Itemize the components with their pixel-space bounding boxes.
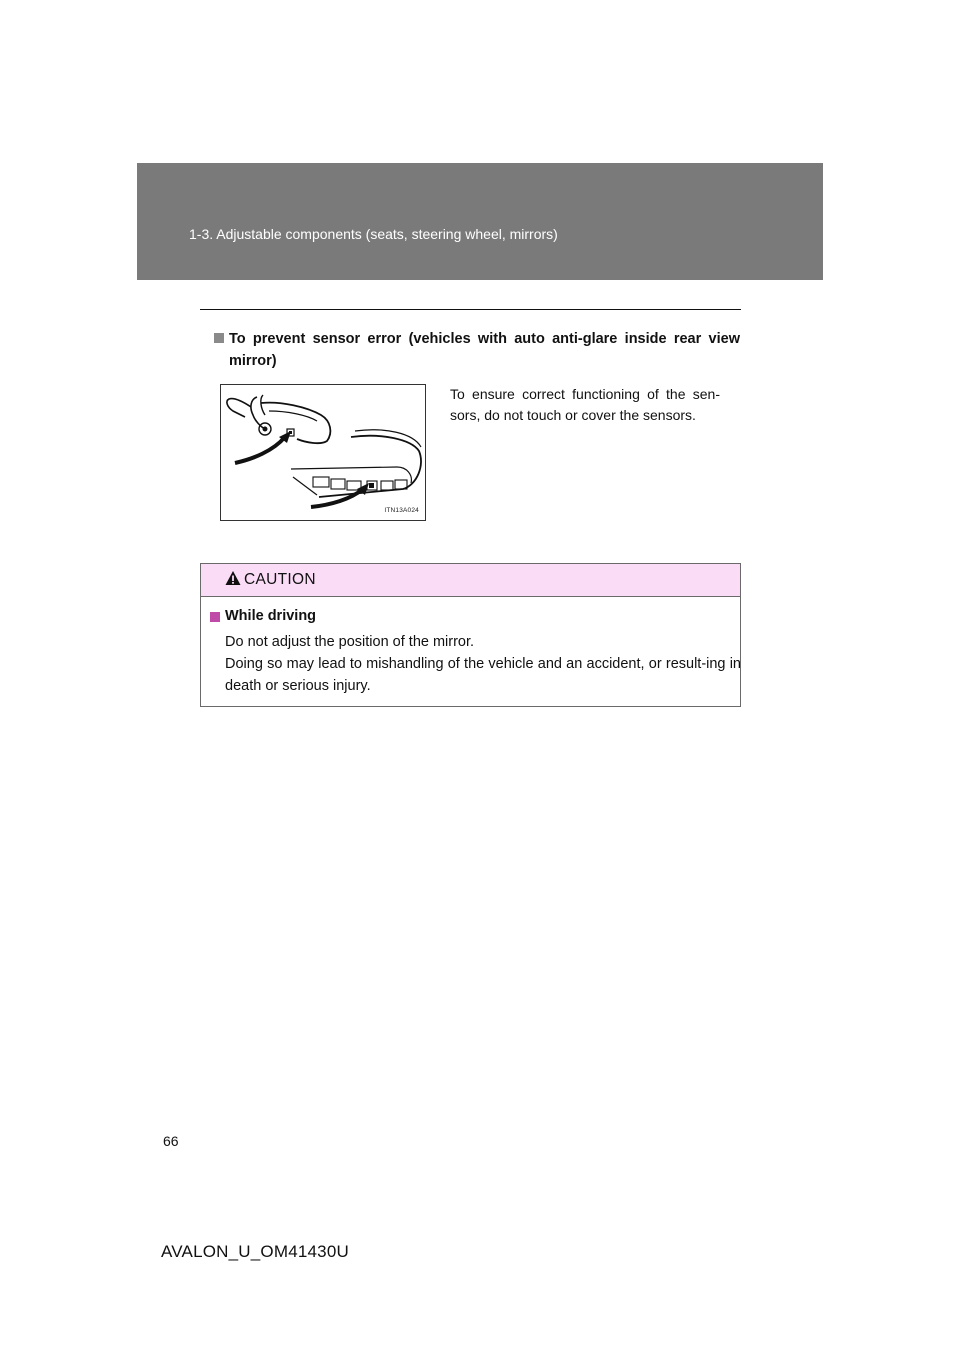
heading-bullet-icon: [214, 333, 224, 343]
caution-box: [200, 563, 741, 707]
caution-title: CAUTION: [244, 571, 316, 588]
caution-subheading: [210, 608, 316, 624]
caution-header: [201, 564, 740, 597]
rear-view-mirror-drawing: [221, 385, 425, 520]
caution-subheading-text: While driving: [225, 608, 317, 624]
warning-triangle-icon: [225, 570, 241, 586]
sensor-section-heading: [214, 328, 740, 372]
caution-body: [225, 631, 741, 697]
caution-bullet-icon: [210, 612, 220, 622]
sensor-description: To ensure correct functioning of the sen-sors, do not touch or cover the sensors.: [450, 386, 720, 423]
header-band: [137, 163, 823, 280]
mirror-sensor-illustration: [220, 384, 426, 521]
caution-line-1: Do not adjust the position of the mirror.: [225, 634, 475, 650]
page-number: 66: [163, 1133, 179, 1149]
figure-code: ITN13A024: [384, 507, 419, 514]
caution-line-2: Doing so may lead to mishandling of the vehicle and an accident, or result-ing in death or serious injury.: [225, 656, 741, 694]
manual-code: AVALON_U_OM41430U: [161, 1242, 349, 1261]
sensor-heading-text: To prevent sensor error (vehicles with auto anti-glare inside rear view mirror): [229, 331, 740, 369]
section-title: 1-3. Adjustable components (seats, steering wheel, mirrors): [189, 226, 558, 242]
section-divider: [200, 309, 741, 310]
